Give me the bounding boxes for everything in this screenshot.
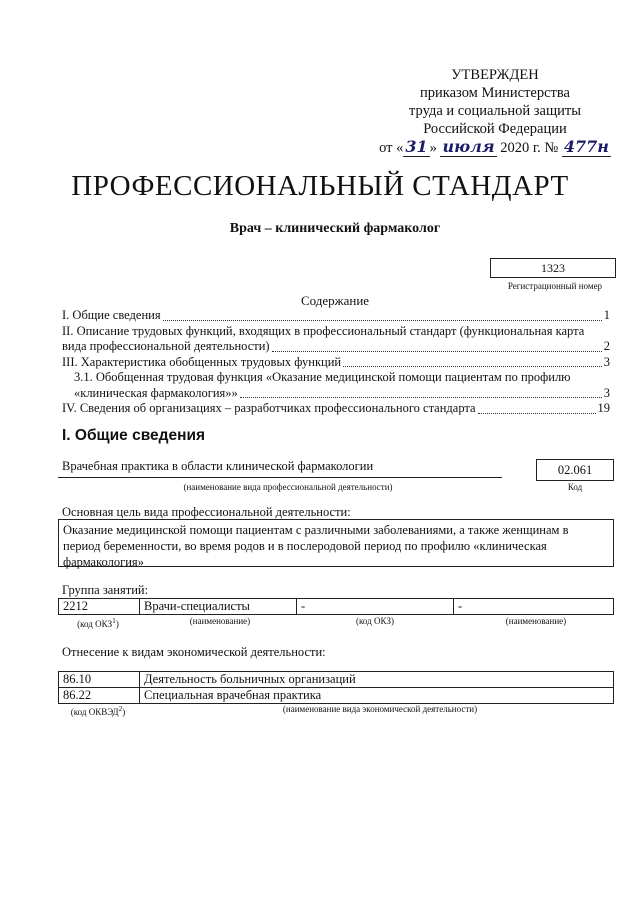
activity-name: Врачебная практика в области клинической фармакологии — [62, 459, 374, 473]
okz-code-caption: (код ОКЗ$^1$) — [77, 616, 119, 629]
code-caption: Код — [567, 482, 583, 492]
okz-code-2: - — [297, 599, 454, 615]
approval-date-line: от « 31 » июля 2020 г. № 477н — [379, 137, 609, 156]
okved-name-caption: (наименование вида экономической деятельности) — [282, 704, 478, 714]
activity-underline — [58, 477, 502, 478]
okved-code-caption: (код ОКВЭД$^2$) — [70, 704, 126, 717]
goal-label: Основная цель вида профессиональной деятельности: — [62, 505, 351, 519]
toc-heading: Содержание — [300, 293, 370, 308]
occupation-group-label: Группа занятий: — [62, 583, 149, 597]
okved-code: 86.10 — [59, 672, 140, 688]
okz-code-2-caption: (код ОКЗ) — [356, 616, 394, 626]
toc-item-line1[interactable]: II. Описание трудовых функций, входящих в профессиональный стандарт (функциональная карта — [62, 323, 585, 338]
approval-block — [360, 66, 630, 157]
okz-name-2: - — [454, 599, 614, 615]
approval-title: УТВЕРЖДЕН — [451, 67, 539, 83]
section-heading: I. Общие сведения — [62, 427, 206, 444]
document-title: ПРОФЕССИОНАЛЬНЫЙ СТАНДАРТ — [71, 170, 569, 202]
document-subtitle: Врач – клинический фармаколог — [229, 221, 441, 236]
handwritten-month: июля — [442, 137, 495, 156]
handwritten-number: 477н — [563, 137, 609, 156]
okved-code: 86.22 — [59, 688, 140, 704]
table-of-contents — [62, 308, 610, 417]
okz-name: Врачи-специалисты — [140, 599, 297, 615]
table-row — [59, 599, 614, 615]
registration-number-label: Регистрационный номер — [507, 281, 603, 291]
handwritten-day: 31 — [405, 137, 428, 156]
table-row — [59, 672, 614, 688]
goal-text-box: Оказание медицинской помощи пациентам с различными заболеваниями, а также женщинам в период беременности, во время родов и в послеродовой период по профилю «клиническая фармакология» — [58, 519, 614, 567]
toc-item[interactable]: I. Общие сведения 1 — [62, 308, 610, 322]
activity-caption: (наименование вида профессиональной деятельности) — [183, 482, 393, 492]
okz-code: 2212 — [59, 599, 140, 615]
toc-item[interactable]: III. Характеристика обобщенных трудовых функций 3 — [62, 354, 610, 369]
okz-name-caption: (наименование) — [189, 616, 251, 626]
toc-item-line1[interactable]: 3.1. Обобщенная трудовая функция «Оказание медицинской помощи пациентам по профилю — [74, 370, 571, 384]
economic-activity-table — [58, 671, 614, 704]
toc-item[interactable]: вида профессиональной деятельности) 2 — [62, 339, 610, 353]
approval-order-line: приказом Министерства — [420, 85, 570, 101]
table-row — [59, 688, 614, 704]
toc-item[interactable]: IV. Сведения об организациях – разработчиках профессионального стандарта 19 — [62, 401, 610, 415]
okved-name: Деятельность больничных организаций — [140, 672, 614, 688]
toc-item[interactable]: «клиническая фармакология»» 3 — [74, 385, 610, 400]
occupation-group-table — [58, 598, 614, 615]
approval-country-line: Российской Федерации — [423, 121, 567, 137]
okz-name-2-caption: (наименование) — [505, 616, 567, 626]
okved-name: Специальная врачебная практика — [140, 688, 614, 704]
approval-ministry-line: труда и социальной защиты — [409, 103, 581, 119]
activity-code-box: 02.061 — [536, 459, 614, 481]
economic-activity-label: Отнесение к видам экономической деятельности: — [62, 645, 326, 659]
registration-number-box: 1323 — [490, 258, 616, 278]
